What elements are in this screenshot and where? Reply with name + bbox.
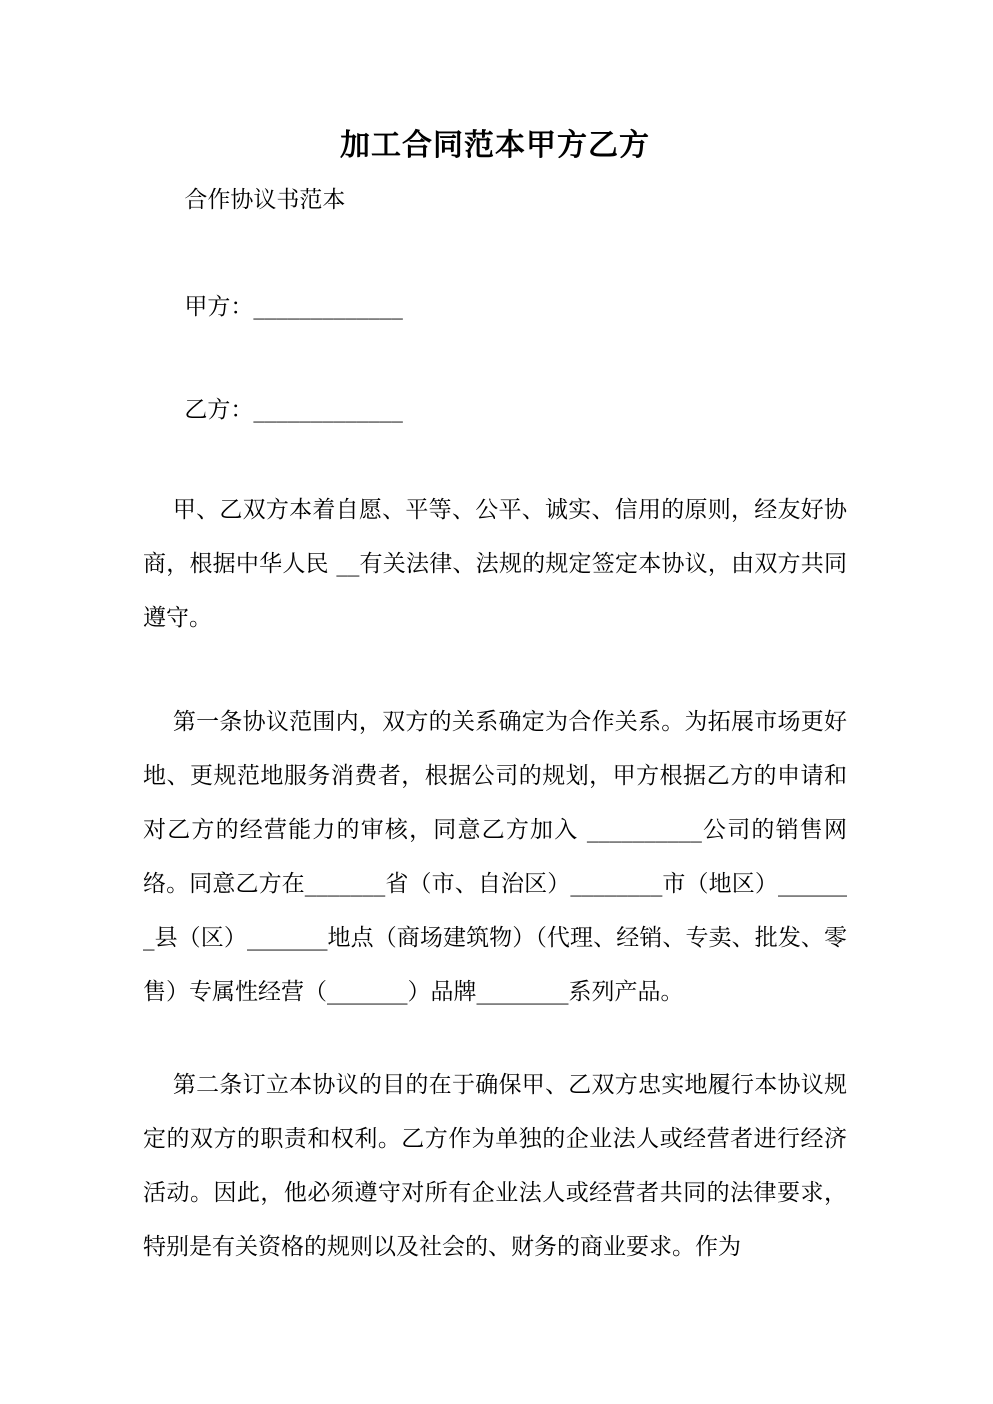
paragraph-article-2: 第二条订立本协议的目的在于确保甲、乙双方忠实地履行本协议规定的双方的职责和权利。乙方作为单独的企业法人或经营者进行经济活动。因此，他必须遵守对所有企业法人或经营者共同的法律要求，特别是有关资格的规则以及社会的、财务的商业要求。作为 [143,1072,847,1260]
paragraph-preamble: 甲、乙双方本着自愿、平等、公平、诚实、信用的原则，经友好协商，根据中华人民 __有关法律、法规的规定签定本协议，由双方共同遵守。 [143,497,847,631]
paragraph-article-1: 第一条协议范围内，双方的关系确定为合作关系。为拓展市场更好地、更规范地服务消费者，根据公司的规划，甲方根据乙方的申请和对乙方的经营能力的审核，同意乙方加入 __________公司的销售网络。同意乙方在_______省（市、自治区）________市（地区）_______县（区）_______地点（商场建筑物）（代理、经销、专卖、批发、零售）专属性经营（_______）品牌________系列产品。 [143,709,847,1005]
party-b-blank-line: 乙方：_____________ [184,397,403,423]
subtitle-line: 合作协议书范本 [184,187,346,213]
party-a-blank-line: 甲方：_____________ [184,294,403,320]
document-title: 加工合同范本甲方乙方 [340,128,650,163]
